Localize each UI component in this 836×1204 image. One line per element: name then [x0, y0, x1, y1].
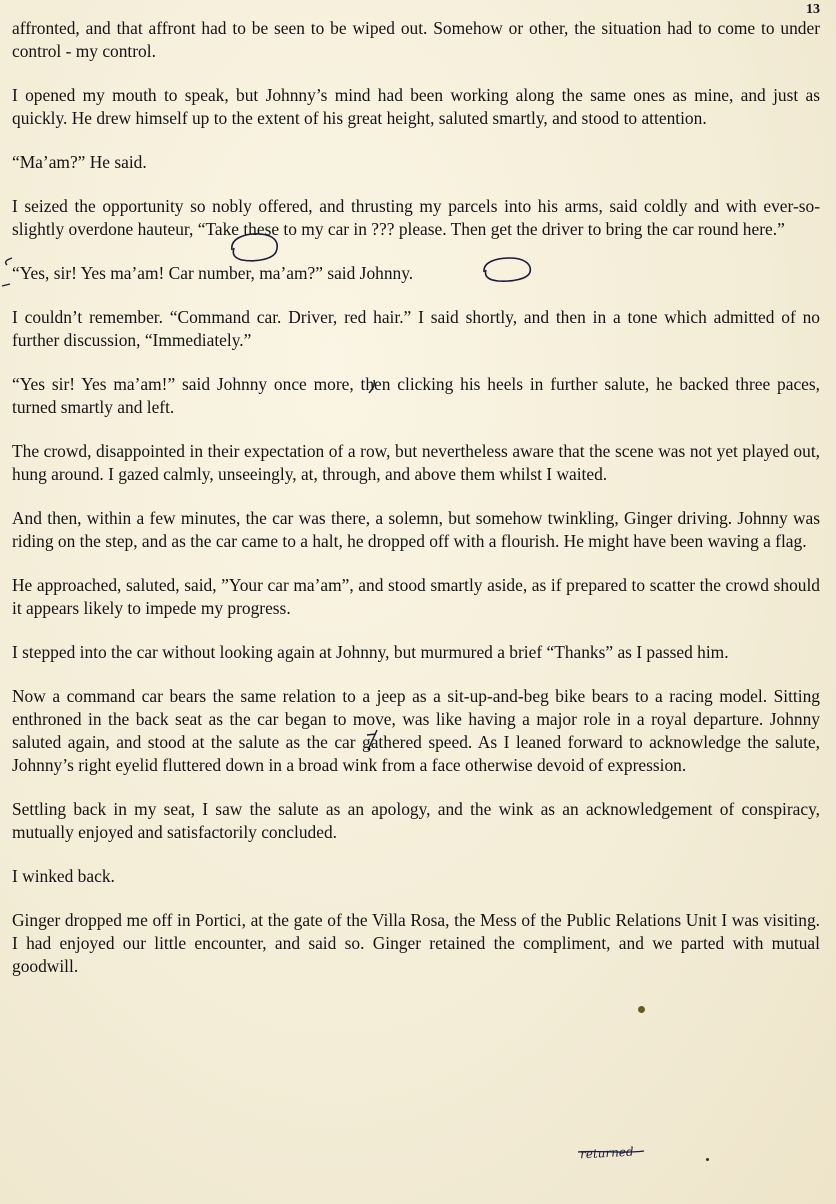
paragraph-2: I opened my mouth to speak, but Johnny’s mind had been working along the same ones as mine, and just as quickly. He drew himself up to the extent of his great height, saluted smartly, and stood to attention. [12, 85, 820, 128]
paragraph-4: I seized the opportunity so nobly offered, and thrusting my parcels into his arms, said coldly and with ever-so-slightly overdone hauteur, “Take these to my car in ??? please. Then get the driver to bring the car round here.” [12, 196, 820, 239]
paragraph-7: “Yes sir! Yes ma’am!” said Johnny once more, then clicking his heels in further salute, he backed three paces, turned smartly and left. [12, 374, 820, 417]
paragraph-1: affronted, and that affront had to be seen to be wiped out. Somehow or other, the situation had to come to under control - my control. [12, 18, 820, 61]
paragraph-5: “Yes, sir! Yes ma’am! Car number, ma’am?” said Johnny. [12, 263, 414, 283]
paragraph-15: Ginger dropped me off in Portici, at the gate of the Villa Rosa, the Mess of the Public Relations Unit I was visiting. I had enjoyed our little encounter, and said so. Ginger retained the compliment, and we parted with mutual goodwill. [12, 910, 820, 976]
document-body [12, 17, 820, 978]
paragraph-11: I stepped into the car without looking again at Johnny, but murmured a brief “Thanks” as I passed him. [12, 642, 729, 662]
paragraph-12: Now a command car bears the same relation to a jeep as a sit-up-and-beg bike bears to a racing model. Sitting enthroned in the back seat as the car began to move, was like having a major role in a royal departure. Johnny saluted again, and stood at the salute as the car gathered speed. As I leaned forward to acknowledge the salute, Johnny’s right eyelid fluttered down in a broad wink from a face otherwise devoid of expression. [12, 686, 820, 775]
paragraph-6: I couldn’t remember. “Command car. Driver, red hair.” I said shortly, and then in a tone which admitted of no further discussion, “Immediately.” [12, 307, 820, 350]
paragraph-14: I winked back. [12, 866, 115, 886]
paragraph-8: The crowd, disappointed in their expectation of a row, but nevertheless aware that the scene was not yet played out, hung around. I gazed calmly, unseeingly, at, through, and above them whilst I waited. [12, 441, 820, 484]
ink-spot [638, 1006, 645, 1013]
paragraph-9: And then, within a few minutes, the car was there, a solemn, but somehow twinkling, Ginger driving. Johnny was riding on the step, and as the car came to a halt, he dropped off with a flourish. He might have been waving a flag. [12, 508, 820, 551]
ink-dot-small [706, 1158, 709, 1161]
handwritten-correction: returned [579, 1144, 634, 1162]
paragraph-3: “Ma’am?” He said. [12, 152, 147, 172]
paragraph-10: He approached, saluted, said, ”Your car ma’am”, and stood smartly aside, as if prepared to scatter the crowd should it appears likely to impede my progress. [12, 575, 820, 618]
paragraph-13: Settling back in my seat, I saw the salute as an apology, and the wink as an acknowledgement of conspiracy, mutually enjoyed and satisfactorily concluded. [12, 799, 820, 842]
page-number: 13 [806, 2, 820, 17]
